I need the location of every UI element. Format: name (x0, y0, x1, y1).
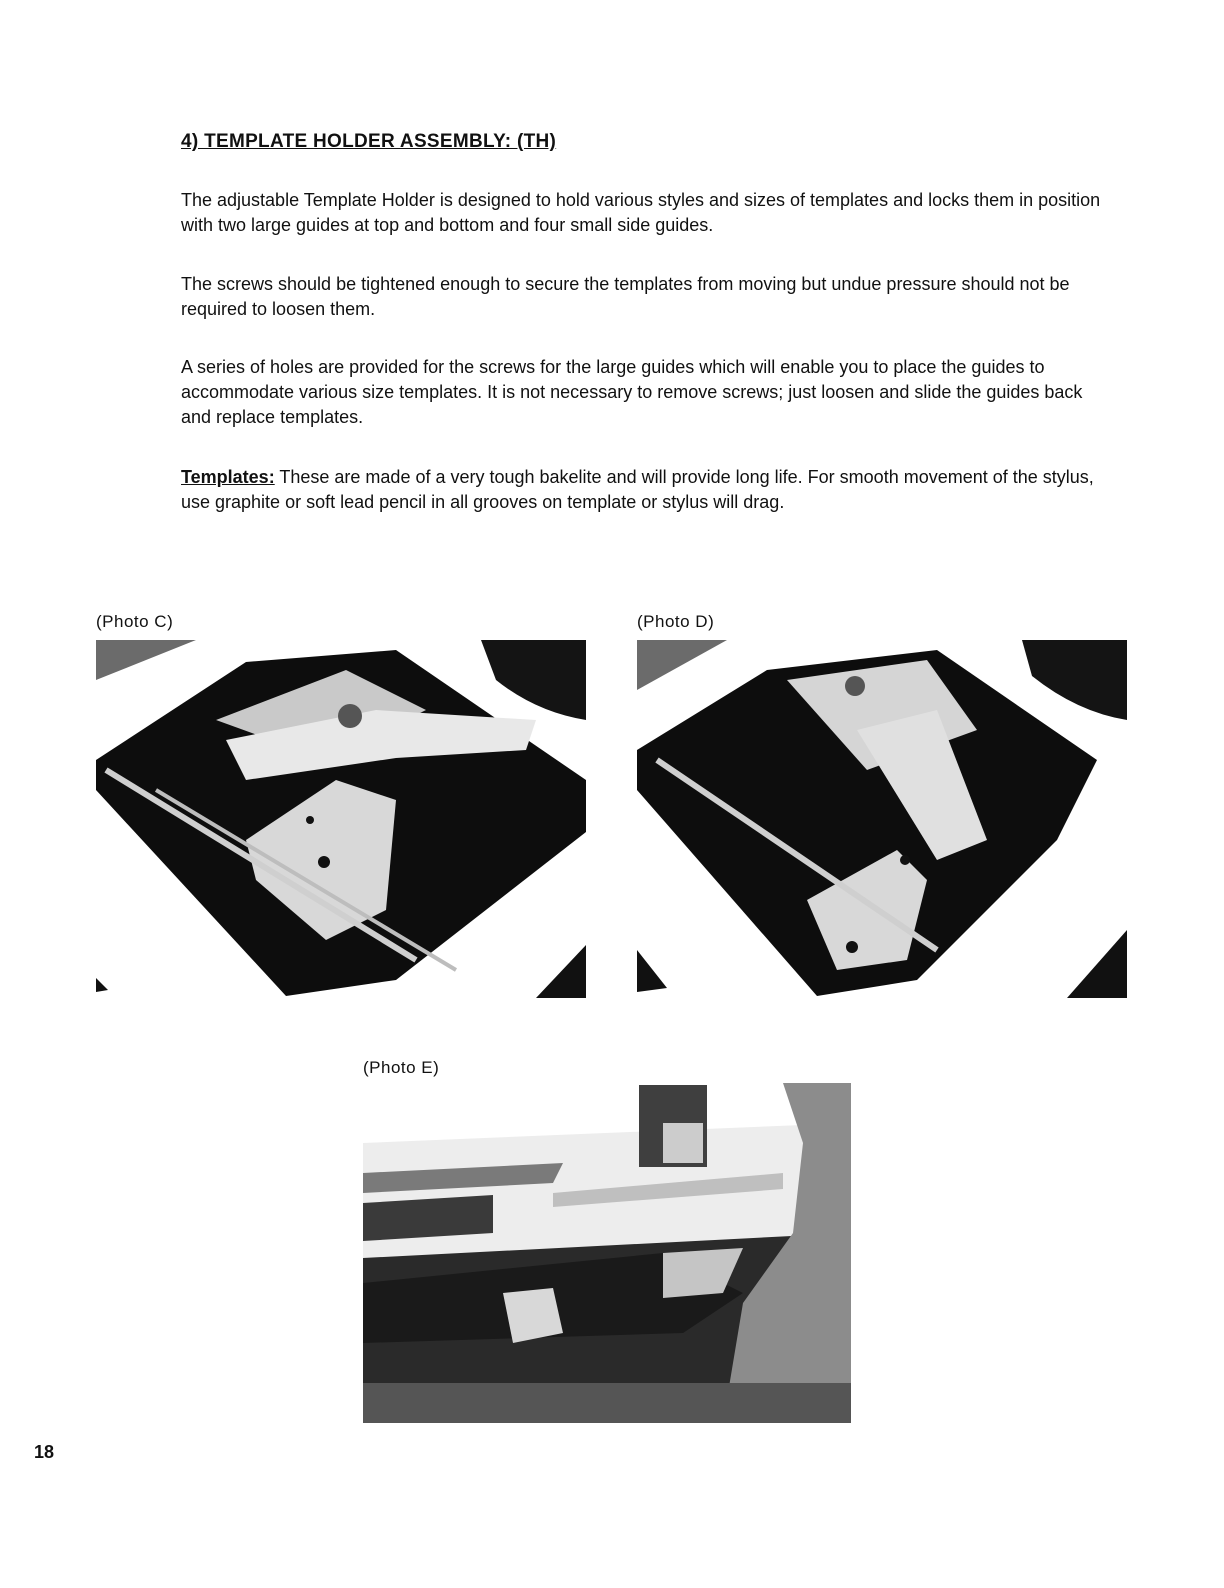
templates-text: These are made of a very tough bakelite and will provide long life. For smooth movement of the stylus, use graphite or soft lead pencil in all grooves on template or stylus will drag. (181, 467, 1094, 512)
section-heading: 4) TEMPLATE HOLDER ASSEMBLY: (TH) (181, 131, 557, 152)
templates-term: Templates: (181, 467, 275, 487)
paragraph-template-holder: The adjustable Template Holder is designed to hold various styles and sizes of templates and locks them in position with two large guides at top and bottom and four small side guides. (181, 190, 1101, 235)
page-number: 18 (34, 1442, 55, 1462)
photo-e-caption: (Photo E) (363, 1058, 440, 1077)
photo-d (637, 640, 1127, 998)
photo-c-caption: (Photo C) (96, 612, 174, 631)
paragraph-screws: The screws should be tightened enough to secure the templates from moving but undue pressure should not be required to loosen them. (181, 274, 1070, 319)
photo-d-caption: (Photo D) (637, 612, 715, 631)
photo-e (363, 1083, 851, 1423)
photo-c (96, 640, 586, 998)
paragraph-holes: A series of holes are provided for the screws for the large guides which will enable you to place the guides to accommodate various size templates. It is not necessary to remove screws; just loosen and slide the guides back and replace templates. (181, 357, 1083, 427)
paragraph-templates (181, 465, 1111, 515)
